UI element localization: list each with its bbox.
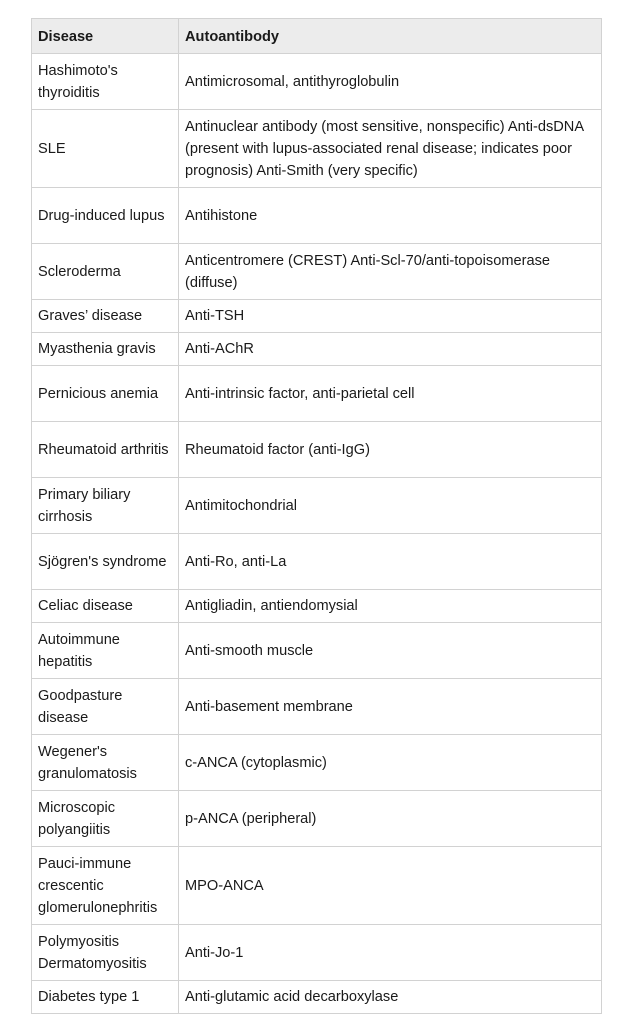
table-row	[32, 534, 602, 590]
autoantibody-cell: Rheumatoid factor (anti-IgG)	[179, 422, 602, 478]
disease-cell: Rheumatoid arthritis	[32, 422, 179, 478]
header-disease: Disease	[32, 19, 179, 54]
disease-cell: Celiac disease	[32, 590, 179, 623]
disease-cell: Microscopic polyangiitis	[32, 791, 179, 847]
table-row	[32, 590, 602, 623]
autoantibody-cell: c-ANCA (cytoplasmic)	[179, 735, 602, 791]
autoantibody-cell: p-ANCA (peripheral)	[179, 791, 602, 847]
header-autoantibody: Autoantibody	[179, 19, 602, 54]
table-header-row	[32, 19, 602, 54]
disease-cell: Pernicious anemia	[32, 366, 179, 422]
autoantibody-cell: MPO-ANCA	[179, 847, 602, 925]
autoantibody-cell: Anti-TSH	[179, 300, 602, 333]
disease-cell: Sjögren's syndrome	[32, 534, 179, 590]
table-row	[32, 847, 602, 925]
autoantibody-cell: Anti-Ro, anti-La	[179, 534, 602, 590]
autoantibody-cell: Antimicrosomal, antithyroglobulin	[179, 54, 602, 110]
autoantibody-cell: Antinuclear antibody (most sensitive, nonspecific) Anti-dsDNA (present with lupus-associated renal disease; indicates poor prognosis) Anti-Smith (very specific)	[179, 110, 602, 188]
autoantibody-cell: Anti-glutamic acid decarboxylase	[179, 981, 602, 1014]
table-row	[32, 925, 602, 981]
autoantibody-cell: Anti-basement membrane	[179, 679, 602, 735]
table-row	[32, 478, 602, 534]
table-row	[32, 735, 602, 791]
disease-cell: Myasthenia gravis	[32, 333, 179, 366]
disease-cell: Scleroderma	[32, 244, 179, 300]
disease-cell: SLE	[32, 110, 179, 188]
disease-cell: Autoimmune hepatitis	[32, 623, 179, 679]
table-row	[32, 333, 602, 366]
disease-cell: Wegener's granulomatosis	[32, 735, 179, 791]
autoantibody-cell: Antihistone	[179, 188, 602, 244]
autoantibody-cell: Anti-Jo-1	[179, 925, 602, 981]
autoantibody-cell: Antigliadin, antiendomysial	[179, 590, 602, 623]
autoantibody-table-container	[31, 18, 601, 1014]
disease-cell: Pauci-immune crescentic glomerulonephritis	[32, 847, 179, 925]
disease-cell: Hashimoto's thyroiditis	[32, 54, 179, 110]
table-row	[32, 623, 602, 679]
disease-cell: Graves’ disease	[32, 300, 179, 333]
table-row	[32, 54, 602, 110]
table-row	[32, 422, 602, 478]
disease-cell: Primary biliary cirrhosis	[32, 478, 179, 534]
table-row	[32, 110, 602, 188]
disease-cell: Goodpasture disease	[32, 679, 179, 735]
table-row	[32, 981, 602, 1014]
table-row	[32, 679, 602, 735]
autoantibody-cell: Anti-intrinsic factor, anti-parietal cell	[179, 366, 602, 422]
disease-cell: Drug-induced lupus	[32, 188, 179, 244]
table-row	[32, 791, 602, 847]
autoantibody-cell: Antimitochondrial	[179, 478, 602, 534]
table-row	[32, 188, 602, 244]
table-row	[32, 366, 602, 422]
autoantibody-cell: Anticentromere (CREST) Anti-Scl-70/anti-topoisomerase (diffuse)	[179, 244, 602, 300]
disease-cell: Polymyositis Dermatomyositis	[32, 925, 179, 981]
autoantibody-cell: Anti-AChR	[179, 333, 602, 366]
autoantibody-cell: Anti-smooth muscle	[179, 623, 602, 679]
disease-cell: Diabetes type 1	[32, 981, 179, 1014]
autoantibody-table	[31, 18, 602, 1014]
table-row	[32, 300, 602, 333]
table-row	[32, 244, 602, 300]
